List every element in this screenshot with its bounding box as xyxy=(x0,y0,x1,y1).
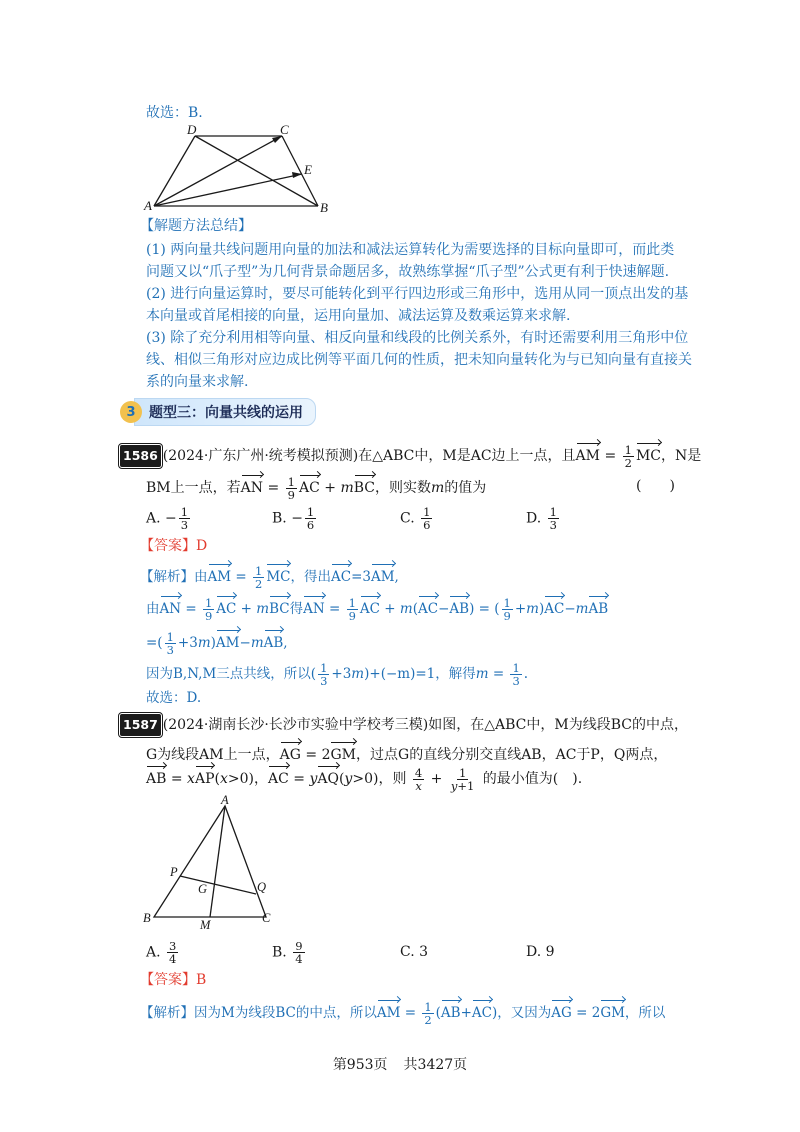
answer-value: B xyxy=(196,972,207,988)
label-E: E xyxy=(304,162,312,177)
method-line-4: 本向量或首尾相接的向量，运用向量加、减法运算及数乘运算来求解. xyxy=(146,308,571,324)
analysis-line-2: 由AN = $\frac{1}{9}$ AC + mBC得AN = $\frac{1}{9}$ AC + m(AC−AB) = ( $\frac{1}{9}$ +m)AC−mAB xyxy=(146,596,609,623)
var-m: m xyxy=(340,480,354,496)
label-C: C xyxy=(280,122,289,137)
stem-text: ，N是 xyxy=(661,448,702,464)
parallelogram-figure xyxy=(140,122,340,214)
stem-text: 在△ABC中，M是AC边上一点，且 xyxy=(358,448,576,464)
problem-1586-line-2: BM上一点，若AN = $\frac{1}{9}$ AC + mBC，则实数m的值为 xyxy=(146,474,487,502)
analysis-line-4: 因为B,N,M三点共线，所以( $\frac{1}{3}$ +3m)+(−m)=1，解得m = $\frac{1}{3}$ . xyxy=(146,661,529,688)
stem-text: 如图，在△ABC中，M为线段BC的中点， xyxy=(428,717,688,733)
section-badge: 3 xyxy=(120,401,142,423)
answer-value: D xyxy=(196,538,208,554)
page-total: 共3427页 xyxy=(403,1057,468,1073)
vector-AG: AG xyxy=(280,740,301,765)
option-a[interactable]: A. − $\frac{1}{3}$ xyxy=(146,505,189,532)
label-A: A xyxy=(221,793,229,807)
stem-text: ，则实数 xyxy=(374,480,431,496)
label-A: A xyxy=(144,198,152,213)
answer-tag: 【答案】 xyxy=(140,972,196,988)
problem-source: (2024·广东广州·统考模拟预测) xyxy=(162,448,359,464)
vector-AC: AC xyxy=(299,473,320,498)
page-footer xyxy=(0,1054,800,1074)
label-M: M xyxy=(200,918,211,932)
fraction-half: $\frac{1}{2}$ xyxy=(624,442,632,470)
analysis-line-1: 【解析】由AM = $\frac{1}{2}$ MC，得出AC=3AM, xyxy=(140,564,399,591)
problem-1586-line-1: 1586 (2024·广东广州·统考模拟预测)在△ABC中，M是AC边上一点，且AM = $\frac{1}{2}$ MC，N是 xyxy=(120,441,701,469)
stem-text: 的值为 xyxy=(444,480,487,496)
label-Q: Q xyxy=(257,880,267,894)
page-number: 第953页 xyxy=(332,1057,388,1073)
fraction-ninth: $\frac{1}{9}$ xyxy=(287,474,295,502)
method-line-7: 系的向量来求解. xyxy=(146,374,249,390)
vector-BC: BC xyxy=(354,473,375,498)
option-a[interactable]: A. $\frac{3}{4}$ xyxy=(146,939,177,966)
label-B: B xyxy=(143,911,151,925)
analysis-tag: 【解析】 xyxy=(140,1005,194,1021)
answer-line xyxy=(140,970,206,990)
problem-1587-line-2: G为线段AM上一点，AG = 2GM，过点G的直线分别交直线AB，AC于P，Q两点， xyxy=(146,740,667,765)
method-line-3: (2) 进行向量运算时，要尽可能转化到平行四边形或三角形中，选用从同一顶点出发的基 xyxy=(146,286,689,302)
option-b[interactable]: B. − $\frac{1}{6}$ xyxy=(272,505,315,532)
triangle-figure xyxy=(140,792,280,932)
method-line-2: 问题又以“爪子型”为几何背景命题居多，故熟练掌握“爪子型”公式更有利于快速解题. xyxy=(146,264,670,280)
label-D: D xyxy=(187,122,197,137)
analysis-tag: 【解析】 xyxy=(140,569,194,585)
vector-MC: MC xyxy=(636,441,661,466)
method-line-1: (1) 两向量共线问题用向量的加法和减法运算转化为需要选择的目标向量即可，而此类 xyxy=(146,242,675,258)
problem-number: 1586 xyxy=(120,445,161,467)
section-header xyxy=(120,400,316,424)
analysis-line-3: =( $\frac{1}{3}$ +3m)AM−mAB, xyxy=(146,630,288,657)
analysis-conclusion: 故选：D. xyxy=(146,690,202,706)
label-C: C xyxy=(262,911,271,925)
prev-conclusion: 故选：B. xyxy=(146,105,203,121)
option-c[interactable]: C. 3 xyxy=(400,944,429,960)
method-title: 【解题方法总结】 xyxy=(140,218,252,234)
method-line-5: (3) 除了充分利用相等向量、相反向量和线段的比例关系外，有时还需要利用三角形中位 xyxy=(146,330,689,346)
answer-paren: ( ) xyxy=(636,478,675,494)
option-d[interactable]: D. $\frac{1}{3}$ xyxy=(526,505,557,532)
option-c[interactable]: C. $\frac{1}{6}$ xyxy=(400,505,431,532)
answer-tag: 【答案】 xyxy=(140,538,196,554)
problem-1587-line-1 xyxy=(120,714,688,736)
var-m: m xyxy=(430,480,445,496)
vector-AM: AM xyxy=(576,441,600,466)
section-title: 题型三：向量共线的运用 xyxy=(134,398,316,426)
vector-GM: GM xyxy=(330,740,356,765)
stem-text: BM上一点，若 xyxy=(146,480,241,496)
label-G: G xyxy=(198,882,208,896)
problem-source: (2024·湖南长沙·长沙市实验中学校考三模) xyxy=(162,717,429,733)
analysis-line-1: 【解析】因为M为线段BC的中点，所以AM = $\frac{1}{2}$ (AB+AC)，又因为AG = 2GM，所以 xyxy=(140,1000,666,1027)
label-B: B xyxy=(320,200,328,214)
option-d[interactable]: D. 9 xyxy=(526,944,555,960)
label-P: P xyxy=(170,865,178,879)
problem-number: 1587 xyxy=(120,714,161,736)
option-b[interactable]: B. $\frac{9}{4}$ xyxy=(272,939,303,966)
method-line-6: 线、相似三角形对应边成比例等平面几何的性质，把未知向量转化为与已知向量有直接关 xyxy=(146,352,692,368)
answer-line xyxy=(140,536,207,556)
problem-1587-line-3: AB = xAP(x>0)，AC = yAQ(y>0)，则 $\frac{4}{x}$ + $\frac{1}{y+1}$ 的最小值为( ). xyxy=(146,765,583,793)
vector-AN: AN xyxy=(241,473,263,498)
